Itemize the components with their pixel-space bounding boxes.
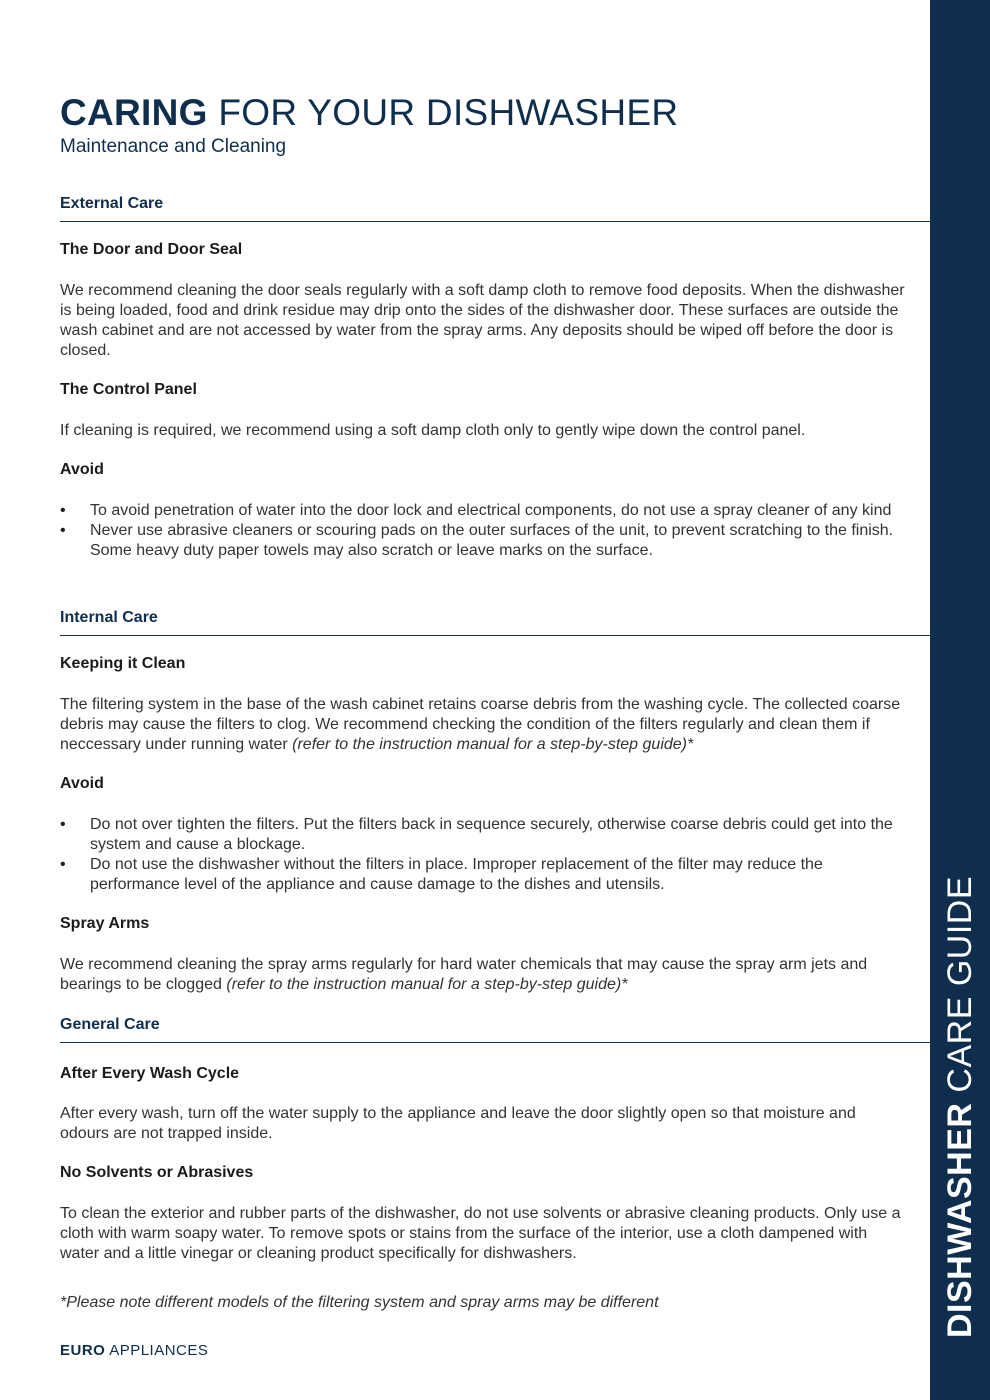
page-title <box>60 92 678 134</box>
internal-avoid-list <box>60 815 905 895</box>
keeping-clean-text <box>60 695 905 755</box>
footnote: *Please note different models of the filtering system and spray arms may be different <box>60 1294 659 1311</box>
page-title-light: FOR YOUR DISHWASHER <box>218 92 679 133</box>
sidebar-title-bold: DISHWASHER <box>941 1102 979 1338</box>
solvents-heading: No Solvents or Abrasives <box>60 1164 254 1181</box>
brand-logo-light: APPLIANCES <box>109 1342 209 1359</box>
wash-cycle-heading: After Every Wash Cycle <box>60 1065 240 1082</box>
spray-arms-body: We recommend cleaning the spray arms regularly for hard water chemicals that may cause the spray arm jets and bearings to be clogged <box>60 956 868 993</box>
control-panel-heading: The Control Panel <box>60 381 197 398</box>
door-seal-heading: The Door and Door Seal <box>60 241 243 258</box>
keeping-clean-reference: (refer to the instruction manual for a step-by-step guide)* <box>292 736 694 753</box>
solvents-text: To clean the exterior and rubber parts of the dishwasher, do not use solvents or abrasive cleaning products. Only use a cloth with warm soapy water. To remove spots or stains from the surface of the interior, use a cloth dampened with water and a little vinegar or cleaning product specifically for dishwashers. <box>60 1205 901 1262</box>
external-avoid-list <box>60 501 905 561</box>
keeping-clean-body: The filtering system in the base of the wash cabinet retains coarse debris from the washing cycle. The collected coarse debris may cause the filters to clog. We recommend checking the condition of the filters regularly and clean them if neccessary under running water <box>60 696 901 753</box>
list-item: • Do not use the dishwasher without the filters in place. Improper replacement of the filter may reduce the performance level of the appliance and cause damage to the dishes and utensils. <box>60 855 905 895</box>
internal-avoid-heading: Avoid <box>60 775 104 792</box>
brand-logo <box>60 1342 208 1359</box>
keeping-clean-heading: Keeping it Clean <box>60 655 186 672</box>
list-item: • Never use abrasive cleaners or scouring pads on the outer surfaces of the unit, to prevent scratching to the finish. Some heavy duty paper towels may also scratch or leave marks on the surface. <box>60 521 905 561</box>
section-heading-general: General Care <box>60 1016 930 1043</box>
brand-logo-bold: EURO <box>60 1342 106 1359</box>
external-avoid-heading: Avoid <box>60 461 104 478</box>
list-item: • To avoid penetration of water into the door lock and electrical components, do not use a spray cleaner of any kind <box>60 501 905 521</box>
sidebar-title-light: CARE GUIDE <box>941 875 979 1093</box>
section-heading-external: External Care <box>60 195 930 222</box>
spray-arms-text <box>60 955 905 995</box>
section-heading-internal: Internal Care <box>60 609 930 636</box>
list-item: • Do not over tighten the filters. Put the filters back in sequence securely, otherwise coarse debris could get into the system and cause a blockage. <box>60 815 905 855</box>
door-seal-text: We recommend cleaning the door seals regularly with a soft damp cloth to remove food deposits. When the dishwasher is being loaded, food and drink residue may drip onto the sides of the dishwasher door. These surfaces are outside the wash cabinet and are not accessed by water from the spray arms. Any deposits should be wiped off before the door is closed. <box>60 282 905 359</box>
wash-cycle-text: After every wash, turn off the water supply to the appliance and leave the door slightly open so that moisture and odours are not trapped inside. <box>60 1105 856 1142</box>
spray-arms-reference: (refer to the instruction manual for a step-by-step guide)* <box>226 976 628 993</box>
control-panel-text: If cleaning is required, we recommend using a soft damp cloth only to gently wipe down the control panel. <box>60 422 806 439</box>
spray-arms-heading: Spray Arms <box>60 915 150 932</box>
sidebar-title <box>943 876 977 1338</box>
page-subtitle: Maintenance and Cleaning <box>60 136 287 157</box>
page-title-bold: CARING <box>60 92 208 133</box>
